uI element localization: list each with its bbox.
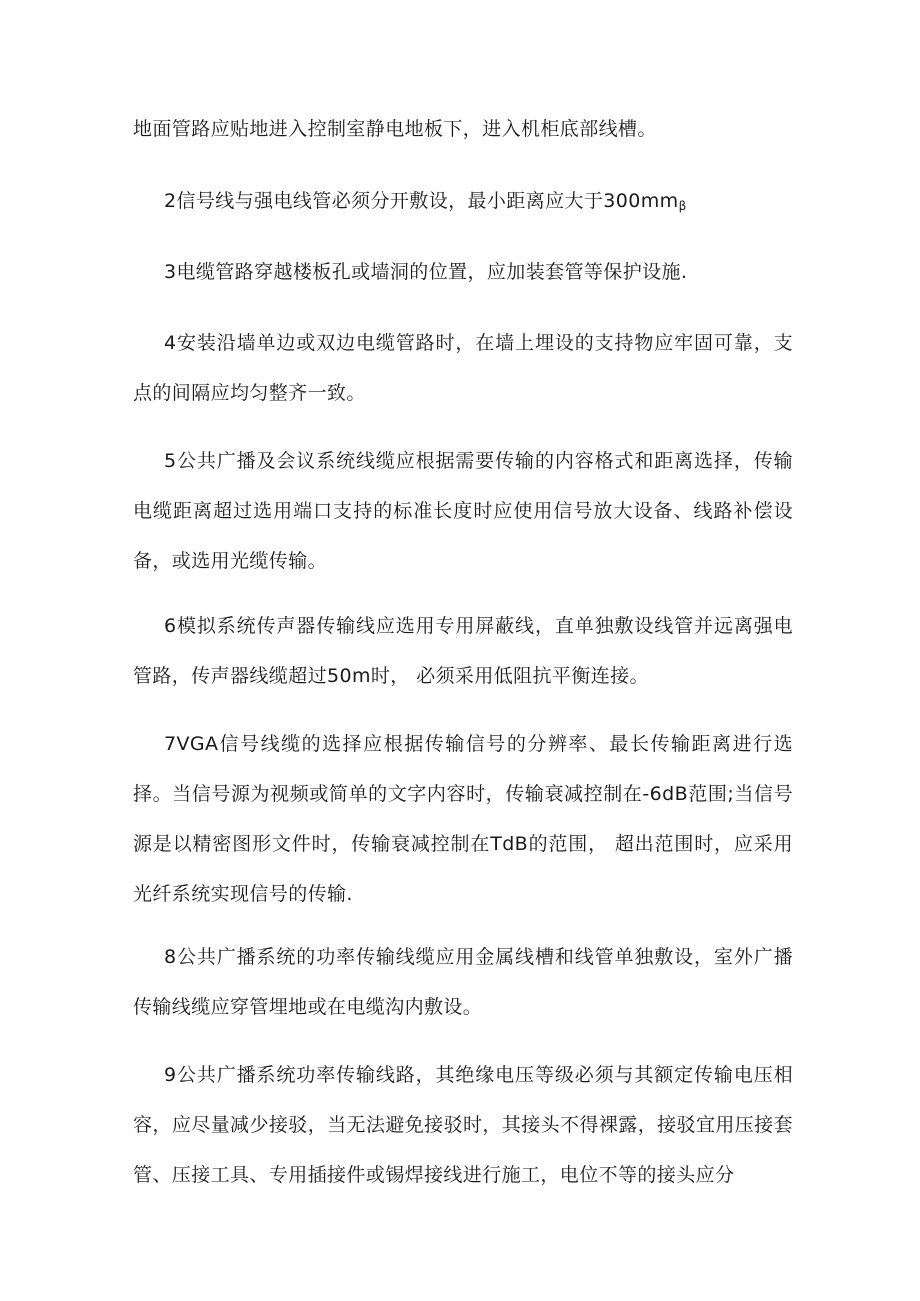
paragraph-continuation: 地面管路应贴地进入控制室静电地板下，进入机柜底部线槽。 xyxy=(133,118,657,140)
paragraph-item-5: 5公共广播及会议系统线缆应根据需要传输的内容格式和距离选择，传输电缆距离超过选用端口支持的标准长度时应使用信号放大设备、线路补偿设备，或选用光缆传输。 xyxy=(133,450,793,572)
paragraph-item-2 xyxy=(133,176,793,231)
paragraph-item-2-text: 2信号线与强电线管必须分开敷设，最小距离应大于300mm xyxy=(164,190,679,212)
paragraph-item-6: 6模拟系统传声器传输线应选用专用屏蔽线，直单独敷设线管并远离强电管路，传声器线缆超过50m时， 必须采用低阻抗平衡连接。 xyxy=(133,615,793,687)
paragraph-item-7: 7VGA信号线缆的选择应根据传输信号的分辨率、最长传输距离进行选择。当信号源为视频或简单的文字内容时，传输衰减控制在-6dB范围;当信号源是以精密图形文件时，传输衰减控制在TdB的范围， 超出范围时，应采用光纤系统实现信号的传输. xyxy=(133,733,793,905)
paragraph-item-3: 3电缆管路穿越楼板孔或墙洞的位置，应加装套管等保护设施. xyxy=(164,261,688,283)
paragraph-item-9: 9公共广播系统功率传输线路，其绝缘电压等级必须与其额定传输电压相容，应尽量减少接驳，当无法避免接驳时，其接头不得裸露，接驳宜用压接套管、压接工具、专用插接件或锡焊接线进行施工，电位不等的接头应分 xyxy=(133,1064,793,1186)
paragraph-item-4: 4安装沿墙单边或双边电缆管路时，在墙上埋设的支持物应牢固可靠，支点的间隔应均匀整齐一致。 xyxy=(133,332,793,404)
paragraph-item-8: 8公共广播系统的功率传输线缆应用金属线槽和线管单独敷设，室外广播传输线缆应穿管埋地或在电缆沟内敷设。 xyxy=(133,946,793,1018)
paragraph-item-2-suffix: β xyxy=(678,199,687,213)
